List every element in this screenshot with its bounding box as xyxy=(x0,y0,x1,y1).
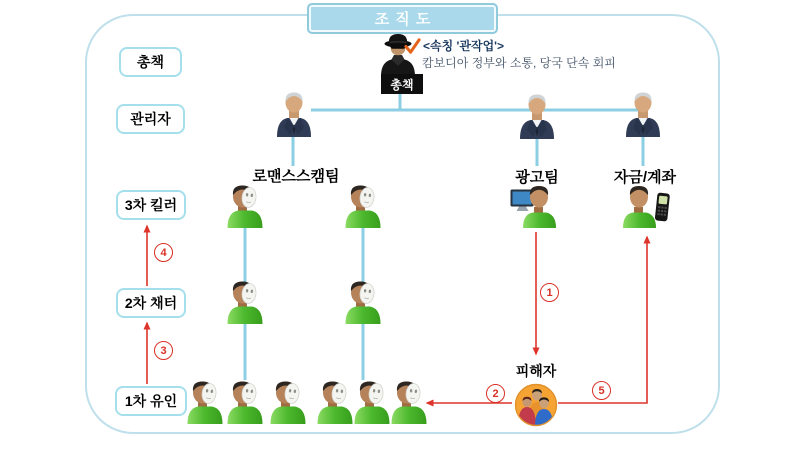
victim-label: 피해자 xyxy=(515,363,557,379)
boss-tag: 총책 xyxy=(381,74,423,94)
page-title: 조직도 xyxy=(307,3,498,34)
step-badge-1: 1 xyxy=(540,283,559,302)
tier-label-1st-lure: 1차 유인 xyxy=(115,386,187,416)
step-badge-3: 3 xyxy=(154,341,173,360)
team-label-romance-scam: 로맨스스캠팀 xyxy=(252,168,340,185)
boss-note-title: <속칭 '관작업'> xyxy=(423,39,505,53)
team-label-ad: 광고팀 xyxy=(515,169,559,186)
tier-label-3rd-killer: 3차 킬러 xyxy=(116,190,186,220)
tier-label-manager: 관리자 xyxy=(116,104,185,134)
boss-note-body: 캄보디아 정부와 소통, 당국 단속 회피 xyxy=(422,56,616,70)
step-badge-4: 4 xyxy=(154,243,173,262)
tier-label-boss: 총책 xyxy=(119,47,182,77)
team-label-funds-account: 자금/계좌 xyxy=(613,169,677,186)
step-badge-5: 5 xyxy=(592,381,611,400)
step-badge-2: 2 xyxy=(486,384,505,403)
tier-label-2nd-chatter: 2차 채터 xyxy=(116,288,186,318)
